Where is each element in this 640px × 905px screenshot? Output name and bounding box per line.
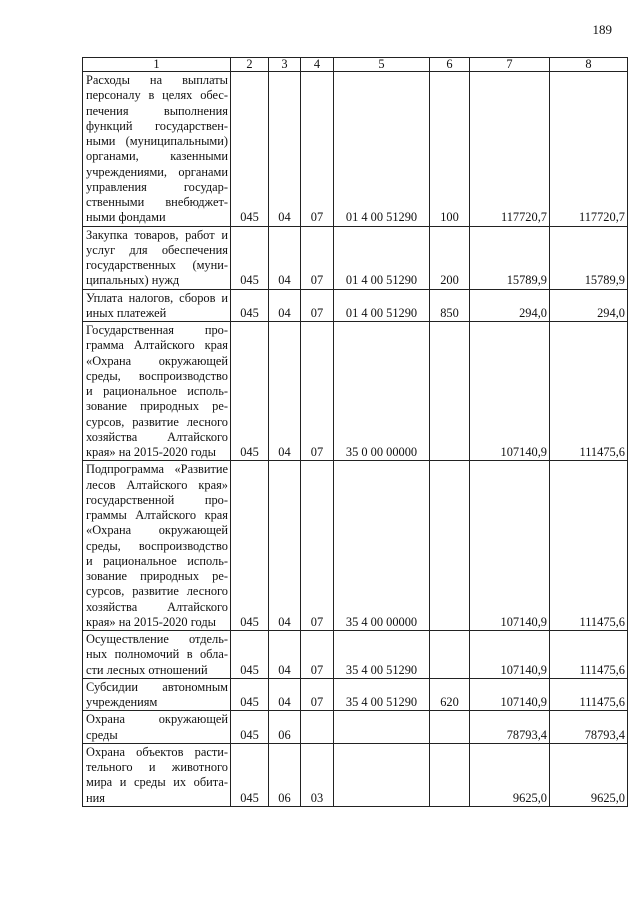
expense-name-line: сурсов, развитие лесного	[86, 584, 228, 599]
ministry-code-cell: 045	[231, 72, 269, 227]
expense-name-line: края» на 2015-2020 годы	[86, 445, 216, 459]
expense-kind-cell	[430, 631, 470, 679]
expense-name-line: услуг для обеспечения	[86, 242, 228, 257]
column-header: 6	[430, 58, 470, 72]
table-row	[83, 322, 628, 461]
expense-name-cell	[83, 72, 231, 227]
ministry-code-cell: 045	[231, 678, 269, 711]
ministry-code-cell: 045	[231, 289, 269, 322]
expense-name-line: управления государ-	[86, 179, 228, 194]
amount-cell-year2: 111475,6	[550, 461, 628, 631]
expense-name-line: мира и среды их обита-	[86, 775, 228, 790]
ministry-code-cell: 045	[231, 711, 269, 744]
column-header: 8	[550, 58, 628, 72]
expense-name-line: сурсов, развитие лесного	[86, 414, 228, 429]
expense-name-line: лесов Алтайского края»	[86, 477, 228, 492]
expense-name-cell	[83, 226, 231, 289]
target-article-cell: 01 4 00 51290	[334, 72, 430, 227]
expense-name-line: граммы Алтайского края	[86, 508, 228, 522]
expense-name-line: ными фондами	[86, 210, 166, 225]
subsection-code-cell: 03	[301, 743, 334, 806]
amount-cell-year2: 78793,4	[550, 711, 628, 744]
expense-name-line: зование природных ре-	[86, 569, 228, 583]
expense-name-line: учреждениям	[86, 695, 158, 709]
column-header: 5	[334, 58, 430, 72]
header-row	[83, 58, 628, 72]
subsection-code-cell: 07	[301, 289, 334, 322]
amount-cell-year2: 15789,9	[550, 226, 628, 289]
amount-cell-year2: 9625,0	[550, 743, 628, 806]
amount-cell-year1: 9625,0	[470, 743, 550, 806]
expense-kind-cell	[430, 322, 470, 461]
table-row	[83, 72, 628, 227]
expense-name-cell	[83, 678, 231, 711]
amount-cell-year1: 107140,9	[470, 678, 550, 711]
expense-name-cell	[83, 711, 231, 744]
expense-name-line: Осуществление отдель-	[86, 632, 228, 646]
expense-name-line: среды	[86, 727, 118, 742]
expense-name-line: тельного и животного	[86, 760, 228, 774]
expense-kind-cell: 850	[430, 289, 470, 322]
column-header: 7	[470, 58, 550, 72]
table-row	[83, 711, 628, 744]
amount-cell-year1: 107140,9	[470, 461, 550, 631]
table-body	[83, 72, 628, 807]
expense-name-line: «Охрана окружающей	[86, 353, 228, 368]
ministry-code-cell: 045	[231, 461, 269, 631]
subsection-code-cell: 07	[301, 461, 334, 631]
amount-cell-year1: 107140,9	[470, 631, 550, 679]
column-header: 1	[83, 58, 231, 72]
section-code-cell: 06	[269, 711, 301, 744]
ministry-code-cell: 045	[231, 631, 269, 679]
subsection-code-cell	[301, 711, 334, 744]
section-code-cell: 06	[269, 743, 301, 806]
expense-name-line: печения выполнения	[86, 103, 228, 118]
expense-name-line: Закупка товаров, работ и	[86, 227, 228, 242]
expense-name-line: хозяйства Алтайского	[86, 599, 228, 614]
expense-name-line: Расходы на выплаты	[86, 73, 228, 87]
amount-cell-year1: 294,0	[470, 289, 550, 322]
amount-cell-year1: 107140,9	[470, 322, 550, 461]
expense-name-line: ственными внебюджет-	[86, 195, 228, 209]
target-article-cell: 35 4 00 00000	[334, 461, 430, 631]
expense-name-line: хозяйства Алтайского	[86, 429, 228, 444]
expense-kind-cell	[430, 711, 470, 744]
amount-cell-year2: 294,0	[550, 289, 628, 322]
expense-name-line: государственной про-	[86, 492, 228, 507]
amount-cell-year2: 111475,6	[550, 322, 628, 461]
expense-name-line: иных платежей	[86, 305, 167, 320]
section-code-cell: 04	[269, 461, 301, 631]
expense-name-line: ципальных) нужд	[86, 273, 180, 288]
amount-cell-year1: 78793,4	[470, 711, 550, 744]
expense-name-line: зование природных ре-	[86, 399, 228, 414]
expense-name-line: Подпрограмма «Развитие	[86, 462, 228, 477]
amount-cell-year1: 117720,7	[470, 72, 550, 227]
budget-table	[82, 57, 628, 807]
expense-kind-cell: 100	[430, 72, 470, 227]
expense-name-line: грамма Алтайского края	[86, 338, 228, 353]
target-article-cell	[334, 743, 430, 806]
section-code-cell: 04	[269, 226, 301, 289]
target-article-cell: 35 4 00 51290	[334, 631, 430, 679]
expense-kind-cell: 200	[430, 226, 470, 289]
section-code-cell: 04	[269, 289, 301, 322]
table-row	[83, 461, 628, 631]
expense-name-cell	[83, 322, 231, 461]
table-row	[83, 289, 628, 322]
target-article-cell: 35 0 00 00000	[334, 322, 430, 461]
expense-name-line: Охрана объектов расти-	[86, 744, 228, 759]
expense-name-line: «Охрана окружающей	[86, 523, 228, 538]
expense-name-line: Субсидии автономным	[86, 679, 228, 694]
table-row	[83, 226, 628, 289]
expense-name-line: ных полномочий в обла-	[86, 647, 228, 662]
section-code-cell: 04	[269, 678, 301, 711]
section-code-cell: 04	[269, 631, 301, 679]
table-row	[83, 743, 628, 806]
column-header: 2	[231, 58, 269, 72]
expense-name-line: и рациональное исполь-	[86, 384, 228, 398]
expense-name-cell	[83, 631, 231, 679]
ministry-code-cell: 045	[231, 743, 269, 806]
subsection-code-cell: 07	[301, 226, 334, 289]
amount-cell-year2: 111475,6	[550, 678, 628, 711]
expense-kind-cell	[430, 461, 470, 631]
expense-name-cell	[83, 743, 231, 806]
expense-name-line: и рациональное исполь-	[86, 553, 228, 568]
expense-name-line: ния	[86, 790, 105, 805]
expense-name-line: функций государствен-	[86, 118, 228, 133]
expense-name-line: ными (муниципальными)	[86, 134, 228, 148]
section-code-cell: 04	[269, 322, 301, 461]
subsection-code-cell: 07	[301, 678, 334, 711]
expense-name-cell	[83, 289, 231, 322]
expense-name-line: среды, воспроизводство	[86, 368, 228, 383]
ministry-code-cell: 045	[231, 322, 269, 461]
target-article-cell: 35 4 00 51290	[334, 678, 430, 711]
table-row	[83, 678, 628, 711]
expense-name-line: персоналу в целях обес-	[86, 88, 228, 103]
section-code-cell: 04	[269, 72, 301, 227]
expense-name-line: органами, казенными	[86, 149, 228, 164]
expense-name-line: сти лесных отношений	[86, 662, 208, 677]
subsection-code-cell: 07	[301, 322, 334, 461]
expense-name-line: Государственная про-	[86, 323, 228, 337]
table-header	[83, 58, 628, 72]
expense-name-line: государственных (муни-	[86, 258, 228, 272]
target-article-cell: 01 4 00 51290	[334, 289, 430, 322]
ministry-code-cell: 045	[231, 226, 269, 289]
column-header: 3	[269, 58, 301, 72]
expense-name-cell	[83, 461, 231, 631]
target-article-cell: 01 4 00 51290	[334, 226, 430, 289]
column-header: 4	[301, 58, 334, 72]
expense-name-line: края» на 2015-2020 годы	[86, 614, 216, 629]
table-row	[83, 631, 628, 679]
amount-cell-year1: 15789,9	[470, 226, 550, 289]
amount-cell-year2: 117720,7	[550, 72, 628, 227]
target-article-cell	[334, 711, 430, 744]
subsection-code-cell: 07	[301, 631, 334, 679]
expense-kind-cell: 620	[430, 678, 470, 711]
page-number: 189	[592, 22, 612, 37]
subsection-code-cell: 07	[301, 72, 334, 227]
expense-name-line: Охрана окружающей	[86, 712, 228, 727]
expense-name-line: Уплата налогов, сборов и	[86, 290, 228, 305]
expense-name-line: учреждениями, органами	[86, 164, 228, 179]
expense-name-line: среды, воспроизводство	[86, 538, 228, 553]
amount-cell-year2: 111475,6	[550, 631, 628, 679]
expense-kind-cell	[430, 743, 470, 806]
